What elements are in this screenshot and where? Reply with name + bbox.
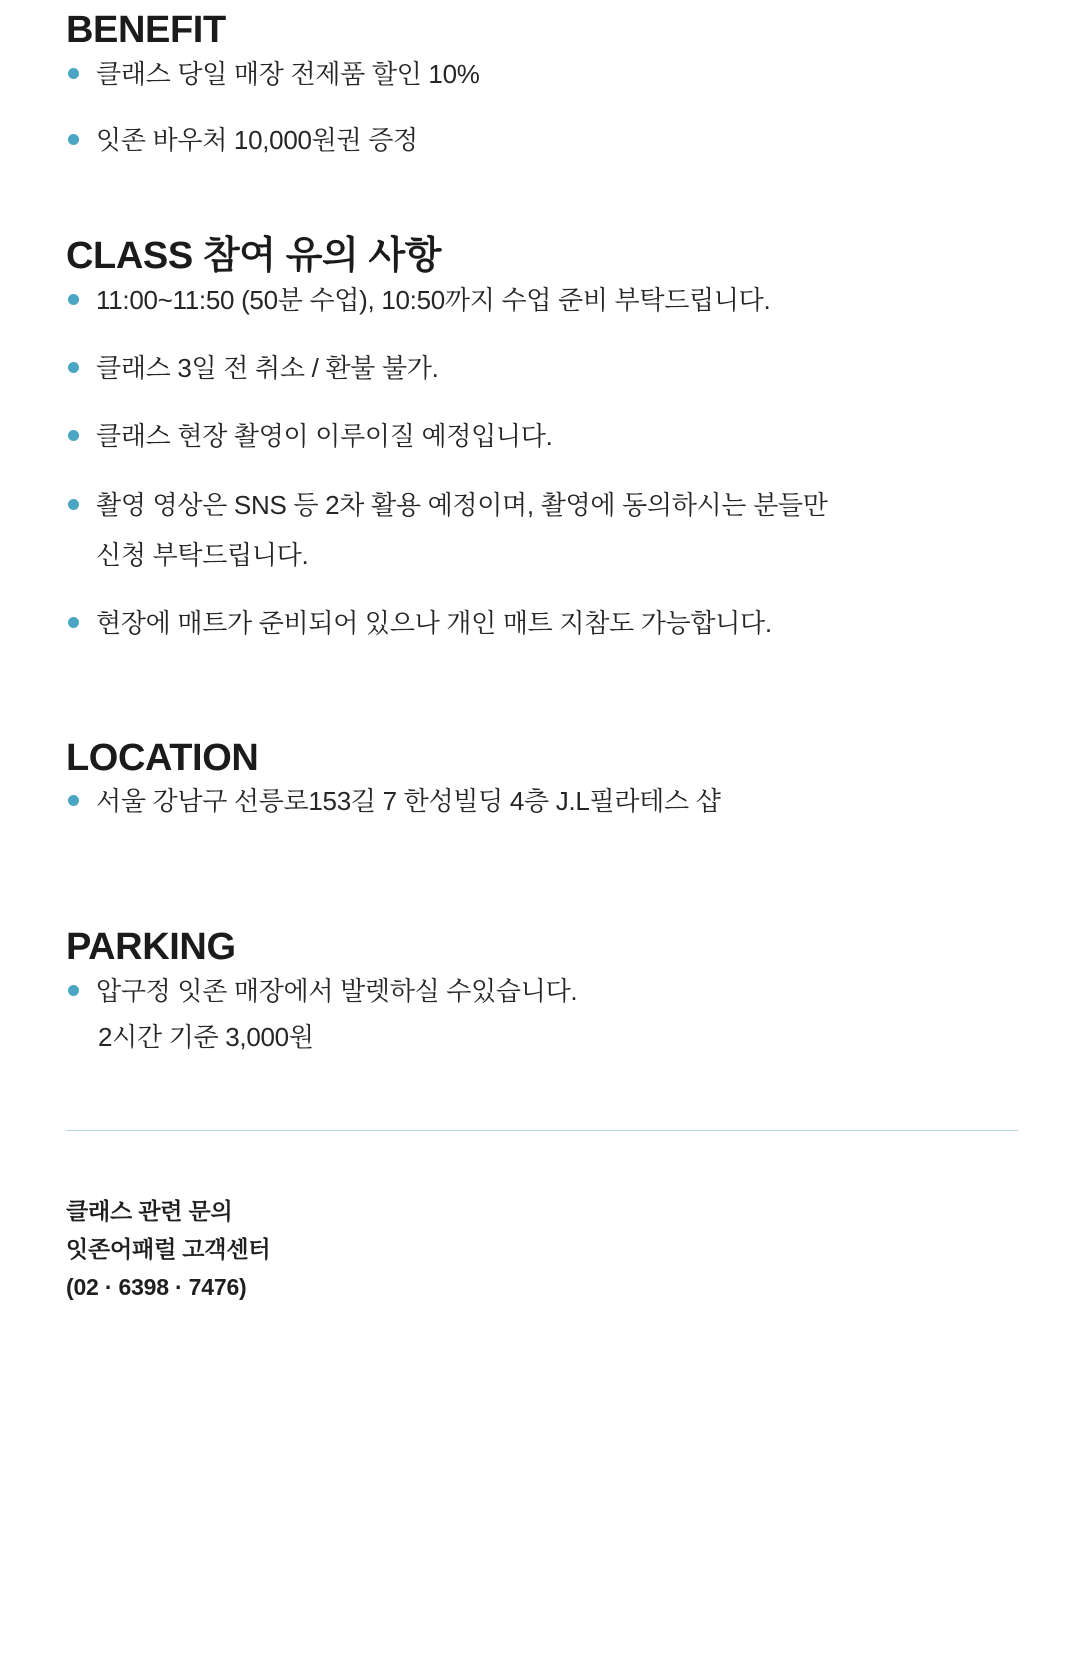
list-item xyxy=(66,348,1014,388)
location-title: LOCATION xyxy=(66,736,259,779)
bullet-dot-icon xyxy=(68,430,79,441)
parking-title: PARKING xyxy=(66,926,236,969)
bullet-dot-icon xyxy=(68,68,79,79)
parking-item-fee-text: 2시간 기준 3,000원 xyxy=(98,1022,314,1053)
bullet-dot-icon xyxy=(68,294,79,305)
class-notice-item-text-line2: 신청 부탁드립니다. xyxy=(96,539,309,570)
class-notice-list xyxy=(66,280,1014,644)
benefit-list xyxy=(66,54,1014,161)
section-divider xyxy=(66,1130,1018,1131)
class-notice-item-text: 11:00~11:50 (50분 수업), 10:50까지 수업 준비 부탁드립니다. xyxy=(96,284,771,315)
class-notice-title: CLASS 참여 유의 사항 xyxy=(66,235,442,278)
bullet-dot-icon xyxy=(68,795,79,806)
footer-line-center: 잇존어패럴 고객센터 xyxy=(66,1235,271,1262)
class-notice-section xyxy=(66,234,1014,643)
footer-contact xyxy=(66,1193,1014,1307)
class-notice-item-text: 현장에 매트가 준비되어 있으나 개인 매트 지참도 가능합니다. xyxy=(96,608,772,639)
list-item xyxy=(66,120,1014,160)
class-notice-item-text: 촬영 영상은 SNS 등 2차 활용 예정이며, 촬영에 동의하시는 분들만 xyxy=(96,489,828,520)
list-item xyxy=(66,485,1014,576)
benefit-title: BENEFIT xyxy=(66,9,226,51)
footer-line-phone: (02 · 6398 · 7476) xyxy=(66,1273,247,1300)
bullet-dot-icon xyxy=(68,499,79,510)
benefit-item-text: 잇존 바우처 10,000원권 증정 xyxy=(96,124,418,155)
bullet-dot-icon xyxy=(68,362,79,373)
list-item xyxy=(66,54,1014,94)
parking-section xyxy=(66,925,1014,1057)
location-address-text: 서울 강남구 선릉로153길 7 한성빌딩 4층 J.L필라테스 샵 xyxy=(96,786,721,817)
list-item xyxy=(66,603,1014,643)
class-notice-item-text: 클래스 현장 촬영이 이루이질 예정입니다. xyxy=(96,421,553,452)
bullet-dot-icon xyxy=(68,985,79,996)
benefit-section xyxy=(66,0,1014,160)
list-item xyxy=(66,971,1014,1058)
benefit-item-text: 클래스 당일 매장 전제품 할인 10% xyxy=(96,58,480,89)
list-item xyxy=(66,280,1014,320)
footer-line-inquiry: 클래스 관련 문의 xyxy=(66,1197,233,1224)
list-item xyxy=(66,781,1014,821)
parking-item-text: 압구정 잇존 매장에서 발렛하실 수있습니다. xyxy=(96,976,578,1007)
bullet-dot-icon xyxy=(68,134,79,145)
location-section xyxy=(66,736,1014,822)
class-notice-item-text: 클래스 3일 전 취소 / 환불 불가. xyxy=(96,353,439,384)
location-list xyxy=(66,781,1014,821)
parking-list xyxy=(66,971,1014,1058)
list-item xyxy=(66,416,1014,456)
bullet-dot-icon xyxy=(68,617,79,628)
